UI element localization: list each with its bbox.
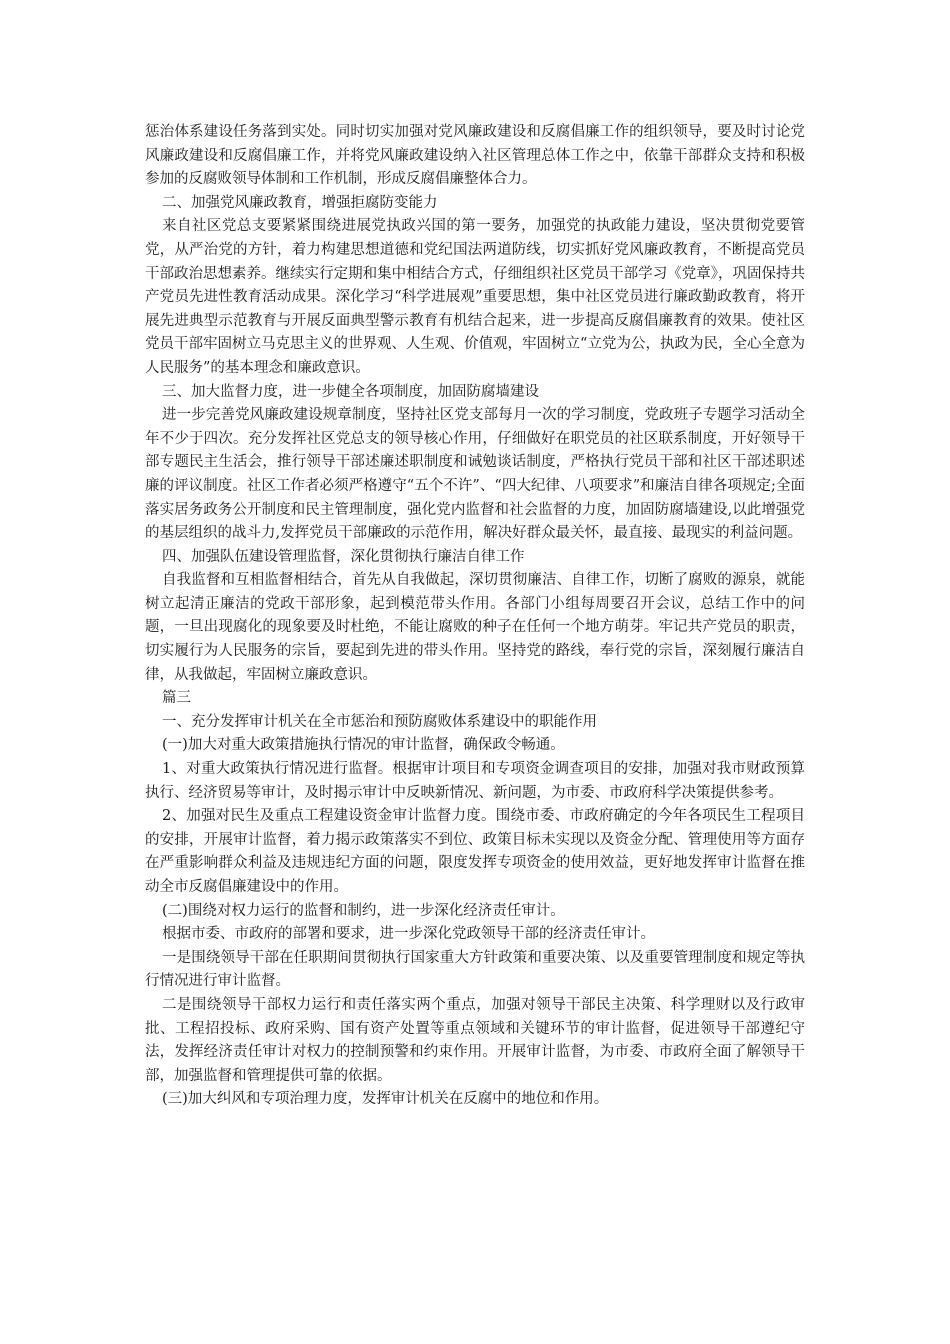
section-heading-1: 一、充分发挥审计机关在全市惩治和预防腐败体系建设中的职能作用 xyxy=(162,713,597,730)
section-heading-2: 二、加强党风廉政教育，增强拒腐防变能力 xyxy=(162,194,438,211)
body-paragraph: 进一步完善党风廉政建设规章制度，坚持社区党支部每月一次的学习制度，党政班子专题学习活动全年不少于四次。充分发挥社区党总支的领导核心作用，仔细做好在职党员的社区联系制度，开好领导干部专题民主生活会，推行领导干部述廉述职制度和诫勉谈话制度，严格执行党员干部和社区干部述职述廉的评议制度。社区工作者必须严格遵守“五个不许”、“四大纪律、八项要求”和廉洁自律各项规定;全面落实居务政务公开制度和民主管理制度，强化党内监督和社会监督的力度，加固防腐墙建设,以此增强党的基层组织的战斗力,发挥党员干部廉政的示范作用，解决好群众最关怀，最直接、最现实的利益问题。 xyxy=(145,407,805,542)
section-heading-4: 四、加强队伍建设管理监督，深化贯彻执行廉洁自律工作 xyxy=(162,548,525,565)
subsection-heading-2: (二)围绕对权力运行的监督和制约，进一步深化经济责任审计。 xyxy=(162,902,565,919)
body-paragraph: 根据市委、市政府的部署和要求，进一步深化党政领导干部的经济责任审计。 xyxy=(162,926,655,943)
body-paragraph: 一是围绕领导干部在任职期间贯彻执行国家重大方针政策和重要决策、以及重要管理制度和规定等执行情况进行审计监督。 xyxy=(145,949,805,990)
subsection-heading-3: (三)加大纠风和专项治理力度，发挥审计机关在反腐中的地位和作用。 xyxy=(162,1091,609,1108)
body-paragraph: 自我监督和互相监督相结合，首先从自我做起，深切贯彻廉洁、自律工作，切断了腐败的源泉，就能树立起清正廉洁的党政干部形象，起到模范带头作用。各部门小组每周要召开会议，总结工作中的问题，一旦出现腐化的现象要及时杜绝，不能让腐败的种子在任何一个地方萌芽。牢记共产党员的职责，切实履行为人民服务的宗旨，要起到先进的带头作用。坚持党的路线，奉行党的宗旨，深刻履行廉洁自律，从我做起，牢固树立廉政意识。 xyxy=(145,572,805,683)
part-heading: 篇三 xyxy=(162,690,191,707)
section-heading-3: 三、加大监督力度，进一步健全各项制度，加固防腐墙建设 xyxy=(162,383,539,400)
body-paragraph: 1、对重大政策执行情况进行监督。根据审计项目和专项资金调查项目的安排，加强对我市财政预算执行、经济贸易等审计，及时揭示审计中反映新情况、新问题，为市委、市政府科学决策提供参考。 xyxy=(145,761,805,801)
body-paragraph: 二是围绕领导干部权力运行和责任落实两个重点，加强对领导干部民主决策、科学理财以及行政审批、工程招投标、政府采购、国有资产处置等重点领域和关键环节的审计监督，促进领导干部遵纪守法，发挥经济责任审计对权力的控制预警和约束作用。开展审计监督，为市委、市政府全面了解领导干部，加强监督和管理提供可靠的依据。 xyxy=(145,996,805,1084)
subsection-heading-1: (一)加大对重大政策措施执行情况的审计监督，确保政令畅通。 xyxy=(162,737,565,754)
document-body xyxy=(145,121,805,1112)
body-paragraph: 2、加强对民生及重点工程建设资金审计监督力度。围绕市委、市政府确定的今年各项民生工程项目的安排，开展审计监督，着力揭示政策落实不到位、政策目标未实现以及资金分配、管理使用等方面存在严重影响群众利益及违规违纪方面的问题，限度发挥专项资金的使用效益，更好地发挥审计监督在推动全市反腐倡廉建设中的作用。 xyxy=(145,808,805,895)
paragraph-continuation: 惩治体系建设任务落到实处。同时切实加强对党风廉政建设和反腐倡廉工作的组织领导，要及时讨论党风廉政建设和反腐倡廉工作，并将党风廉政建设纳入社区管理总体工作之中，依靠干部群众支持和积极参加的反腐败领导体制和工作机制，形成反腐倡廉整体合力。 xyxy=(145,124,805,188)
body-paragraph: 来自社区党总支要紧紧围绕进展党执政兴国的第一要务，加强党的执政能力建设，坚决贯彻党要管党，从严治党的方针，着力构建思想道德和党纪国法两道防线，切实抓好党风廉政教育，不断提高党员干部政治思想素养。继续实行定期和集中相结合方式，仔细组织社区党员干部学习《党章》，巩固保持共产党员先进性教育活动成果。深化学习“科学进展观”重要思想，集中社区党员进行廉政勤政教育，将开展先进典型示范教育与开展反面典型警示教育有机结合起来，进一步提高反腐倡廉教育的效果。使社区党员干部牢固树立马克思主义的世界观、人生观、价值观，牢固树立“立党为公，执政为民，全心全意为人民服务”的基本理念和廉政意识。 xyxy=(145,218,805,376)
